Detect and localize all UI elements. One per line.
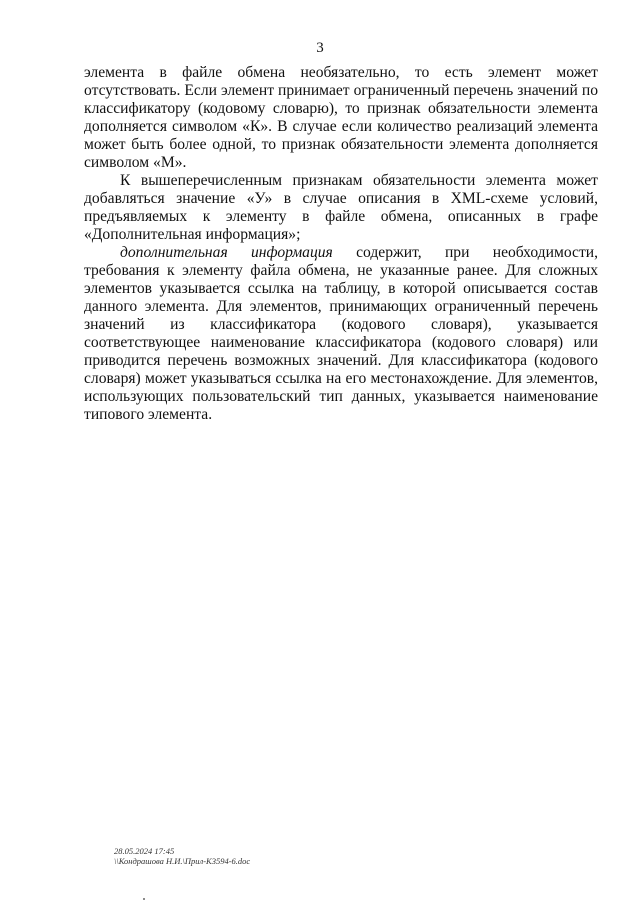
body-text — [84, 64, 598, 424]
additional-info-text: содержит, при необходимости, требования к элементу файла обмена, не указанные ранее. Для сложных элементов указывается ссылка на таблицу, в которой описывается состав данного элемента. Для элементов, принимающих ограниченный перечень значений из классификатора (кодового словаря), указывается соответствующее наименование классификатора (кодового словаря) или приводится перечень возможных значений. Для классификатора (кодового словаря) может указываться ссылка на его местонахождение. Для элементов, использующих пользовательский тип данных, указывается наименование типового элемента. — [84, 244, 598, 423]
footer-timestamp: 28.05.2024 17:45 — [114, 846, 175, 856]
page-number: 3 — [316, 40, 324, 56]
paragraph-obligation-continuation: элемента в файле обмена необязательно, то есть элемент может отсутствовать. Если элемент принимает ограниченный перечень значений по классификатору (кодовому словарю), то признак обязательности элемента дополняется символом «К». В случае если количество реализаций элемента может быть более одной, то признак обязательности элемента дополняется символом «М». — [84, 64, 598, 171]
paragraph-additional-info — [84, 244, 598, 424]
additional-info-term: дополнительная информация — [120, 244, 333, 261]
scan-artifact — [143, 898, 145, 900]
footer-file-path: \\Кондрашова Н.И.\Прил-К3594-6.doc — [114, 856, 251, 866]
paragraph-conditional-value: К вышеперечисленным признакам обязательности элемента может добавляться значение «У» в случае описания в XML-схеме условий, предъявляемых к элементу в файле обмена, описанных в графе «Дополнительная информация»; — [84, 172, 598, 243]
file-footer — [114, 846, 250, 866]
